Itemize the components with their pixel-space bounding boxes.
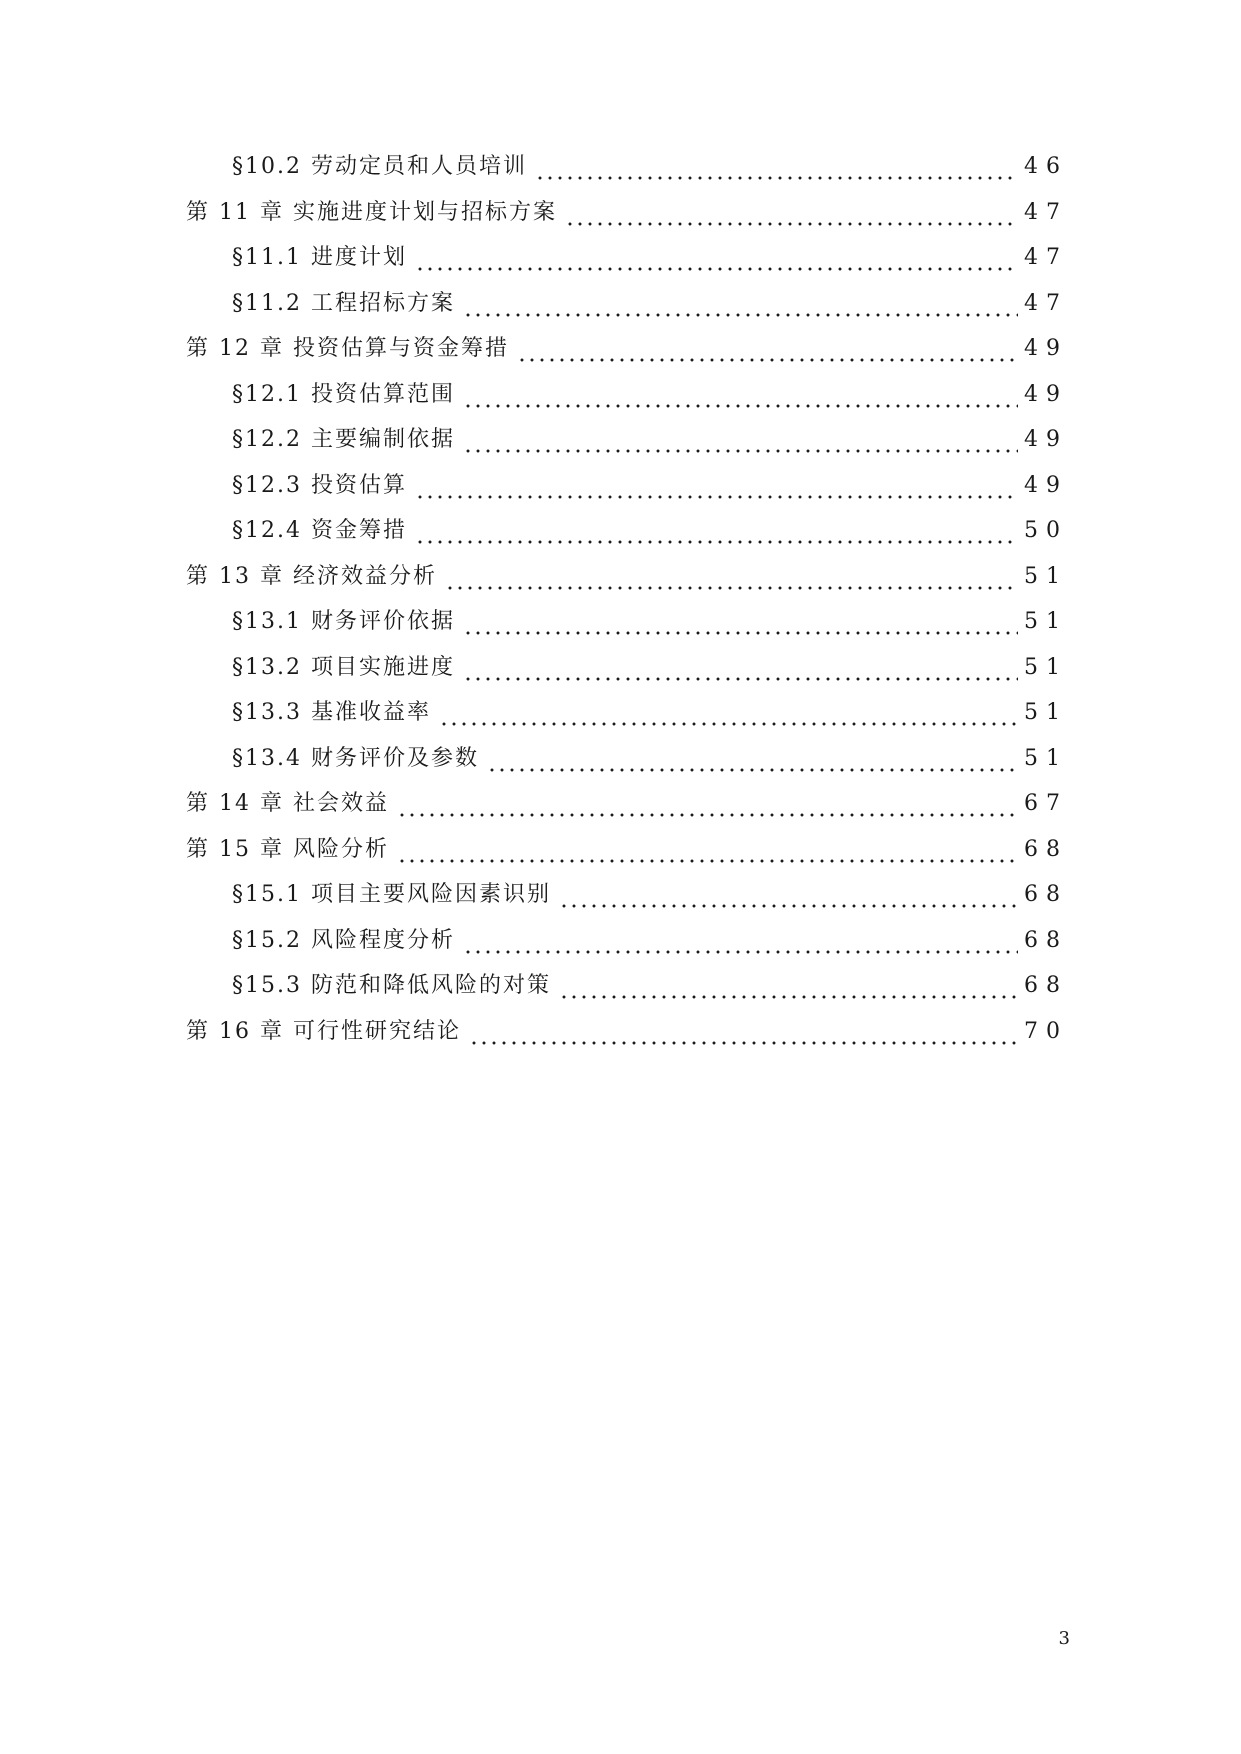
toc-entry-page: 51 (1024, 746, 1068, 771)
toc-entry[interactable] (232, 465, 1068, 501)
toc-dot-leader (415, 243, 1018, 273)
toc-entry-label: §12.1 投资估算范围 (232, 382, 455, 407)
toc-dot-leader (415, 471, 1018, 501)
toc-entry[interactable] (186, 1011, 1068, 1047)
toc-entry-label: 第 16 章 可行性研究结论 (186, 1019, 461, 1044)
toc-dot-leader (463, 289, 1018, 319)
toc-entry[interactable] (232, 146, 1068, 182)
toc-entry[interactable] (232, 419, 1068, 455)
toc-entry-label: 第 12 章 投资估算与资金筹措 (186, 336, 509, 361)
toc-entry-label: §11.1 进度计划 (232, 245, 407, 270)
toc-entry-page: 49 (1024, 336, 1068, 361)
toc-entry[interactable] (232, 920, 1068, 956)
toc-dot-leader (463, 425, 1018, 455)
toc-entry-label: §13.1 财务评价依据 (232, 609, 455, 634)
toc-entry-label: §12.4 资金筹措 (232, 518, 407, 543)
toc-entry-page: 51 (1024, 655, 1068, 680)
toc-entry[interactable] (186, 192, 1068, 228)
toc-entry[interactable] (232, 510, 1068, 546)
toc-entry[interactable] (232, 965, 1068, 1001)
toc-entry-page: 49 (1024, 473, 1068, 498)
toc-entry-page: 51 (1024, 700, 1068, 725)
page-number: 3 (1058, 1628, 1070, 1649)
toc-entry-label: §10.2 劳动定员和人员培训 (232, 154, 527, 179)
toc-dot-leader (559, 971, 1018, 1001)
toc-entry-page: 68 (1024, 882, 1068, 907)
toc-entry[interactable] (186, 328, 1068, 364)
toc-dot-leader (463, 380, 1018, 410)
toc-entry-page: 68 (1024, 973, 1068, 998)
toc-entry-page: 47 (1024, 245, 1068, 270)
toc-dot-leader (397, 835, 1018, 865)
toc-dot-leader (565, 198, 1018, 228)
toc-entry-label: §15.3 防范和降低风险的对策 (232, 973, 551, 998)
toc-entry-label: 第 13 章 经济效益分析 (186, 564, 437, 589)
toc-entry[interactable] (232, 374, 1068, 410)
toc-entry-label: §13.2 项目实施进度 (232, 655, 455, 680)
toc-entry-page: 67 (1024, 791, 1068, 816)
toc-entry-label: §12.3 投资估算 (232, 473, 407, 498)
toc-dot-leader (469, 1017, 1018, 1047)
toc-entry[interactable] (232, 647, 1068, 683)
toc-entry-label: §13.4 财务评价及参数 (232, 746, 479, 771)
toc-entry-label: 第 11 章 实施进度计划与招标方案 (186, 200, 557, 225)
toc-entry-page: 49 (1024, 382, 1068, 407)
toc-entry[interactable] (232, 692, 1068, 728)
toc-entry-page: 47 (1024, 200, 1068, 225)
toc-dot-leader (559, 880, 1018, 910)
toc-entry-label: §11.2 工程招标方案 (232, 291, 455, 316)
toc-entry-label: §15.1 项目主要风险因素识别 (232, 882, 551, 907)
toc-dot-leader (535, 152, 1018, 182)
toc-dot-leader (415, 516, 1018, 546)
toc-entry-page: 68 (1024, 928, 1068, 953)
toc-entry[interactable] (232, 237, 1068, 273)
toc-entry[interactable] (186, 783, 1068, 819)
toc-entry[interactable] (186, 829, 1068, 865)
toc-entry-label: 第 15 章 风险分析 (186, 837, 389, 862)
toc-dot-leader (397, 789, 1018, 819)
toc-entry[interactable] (232, 601, 1068, 637)
toc-dot-leader (487, 744, 1018, 774)
toc-entry-page: 47 (1024, 291, 1068, 316)
toc-entry[interactable] (232, 738, 1068, 774)
toc-dot-leader (463, 607, 1018, 637)
toc-entry-page: 46 (1024, 154, 1068, 179)
toc-entry-page: 70 (1024, 1019, 1068, 1044)
toc-entry-page: 49 (1024, 427, 1068, 452)
toc-entry-page: 51 (1024, 609, 1068, 634)
toc-entry[interactable] (186, 556, 1068, 592)
toc-dot-leader (439, 698, 1018, 728)
toc-dot-leader (463, 653, 1018, 683)
toc-entry[interactable] (232, 874, 1068, 910)
toc-entry[interactable] (232, 283, 1068, 319)
toc-entry-page: 68 (1024, 837, 1068, 862)
toc-entry-label: 第 14 章 社会效益 (186, 791, 389, 816)
toc-entry-page: 51 (1024, 564, 1068, 589)
toc-dot-leader (517, 334, 1018, 364)
toc-entry-page: 50 (1024, 518, 1068, 543)
toc-entry-label: §13.3 基准收益率 (232, 700, 431, 725)
toc-entry-label: §15.2 风险程度分析 (232, 928, 455, 953)
toc-entry-label: §12.2 主要编制依据 (232, 427, 455, 452)
toc-dot-leader (445, 562, 1018, 592)
toc-dot-leader (463, 926, 1018, 956)
